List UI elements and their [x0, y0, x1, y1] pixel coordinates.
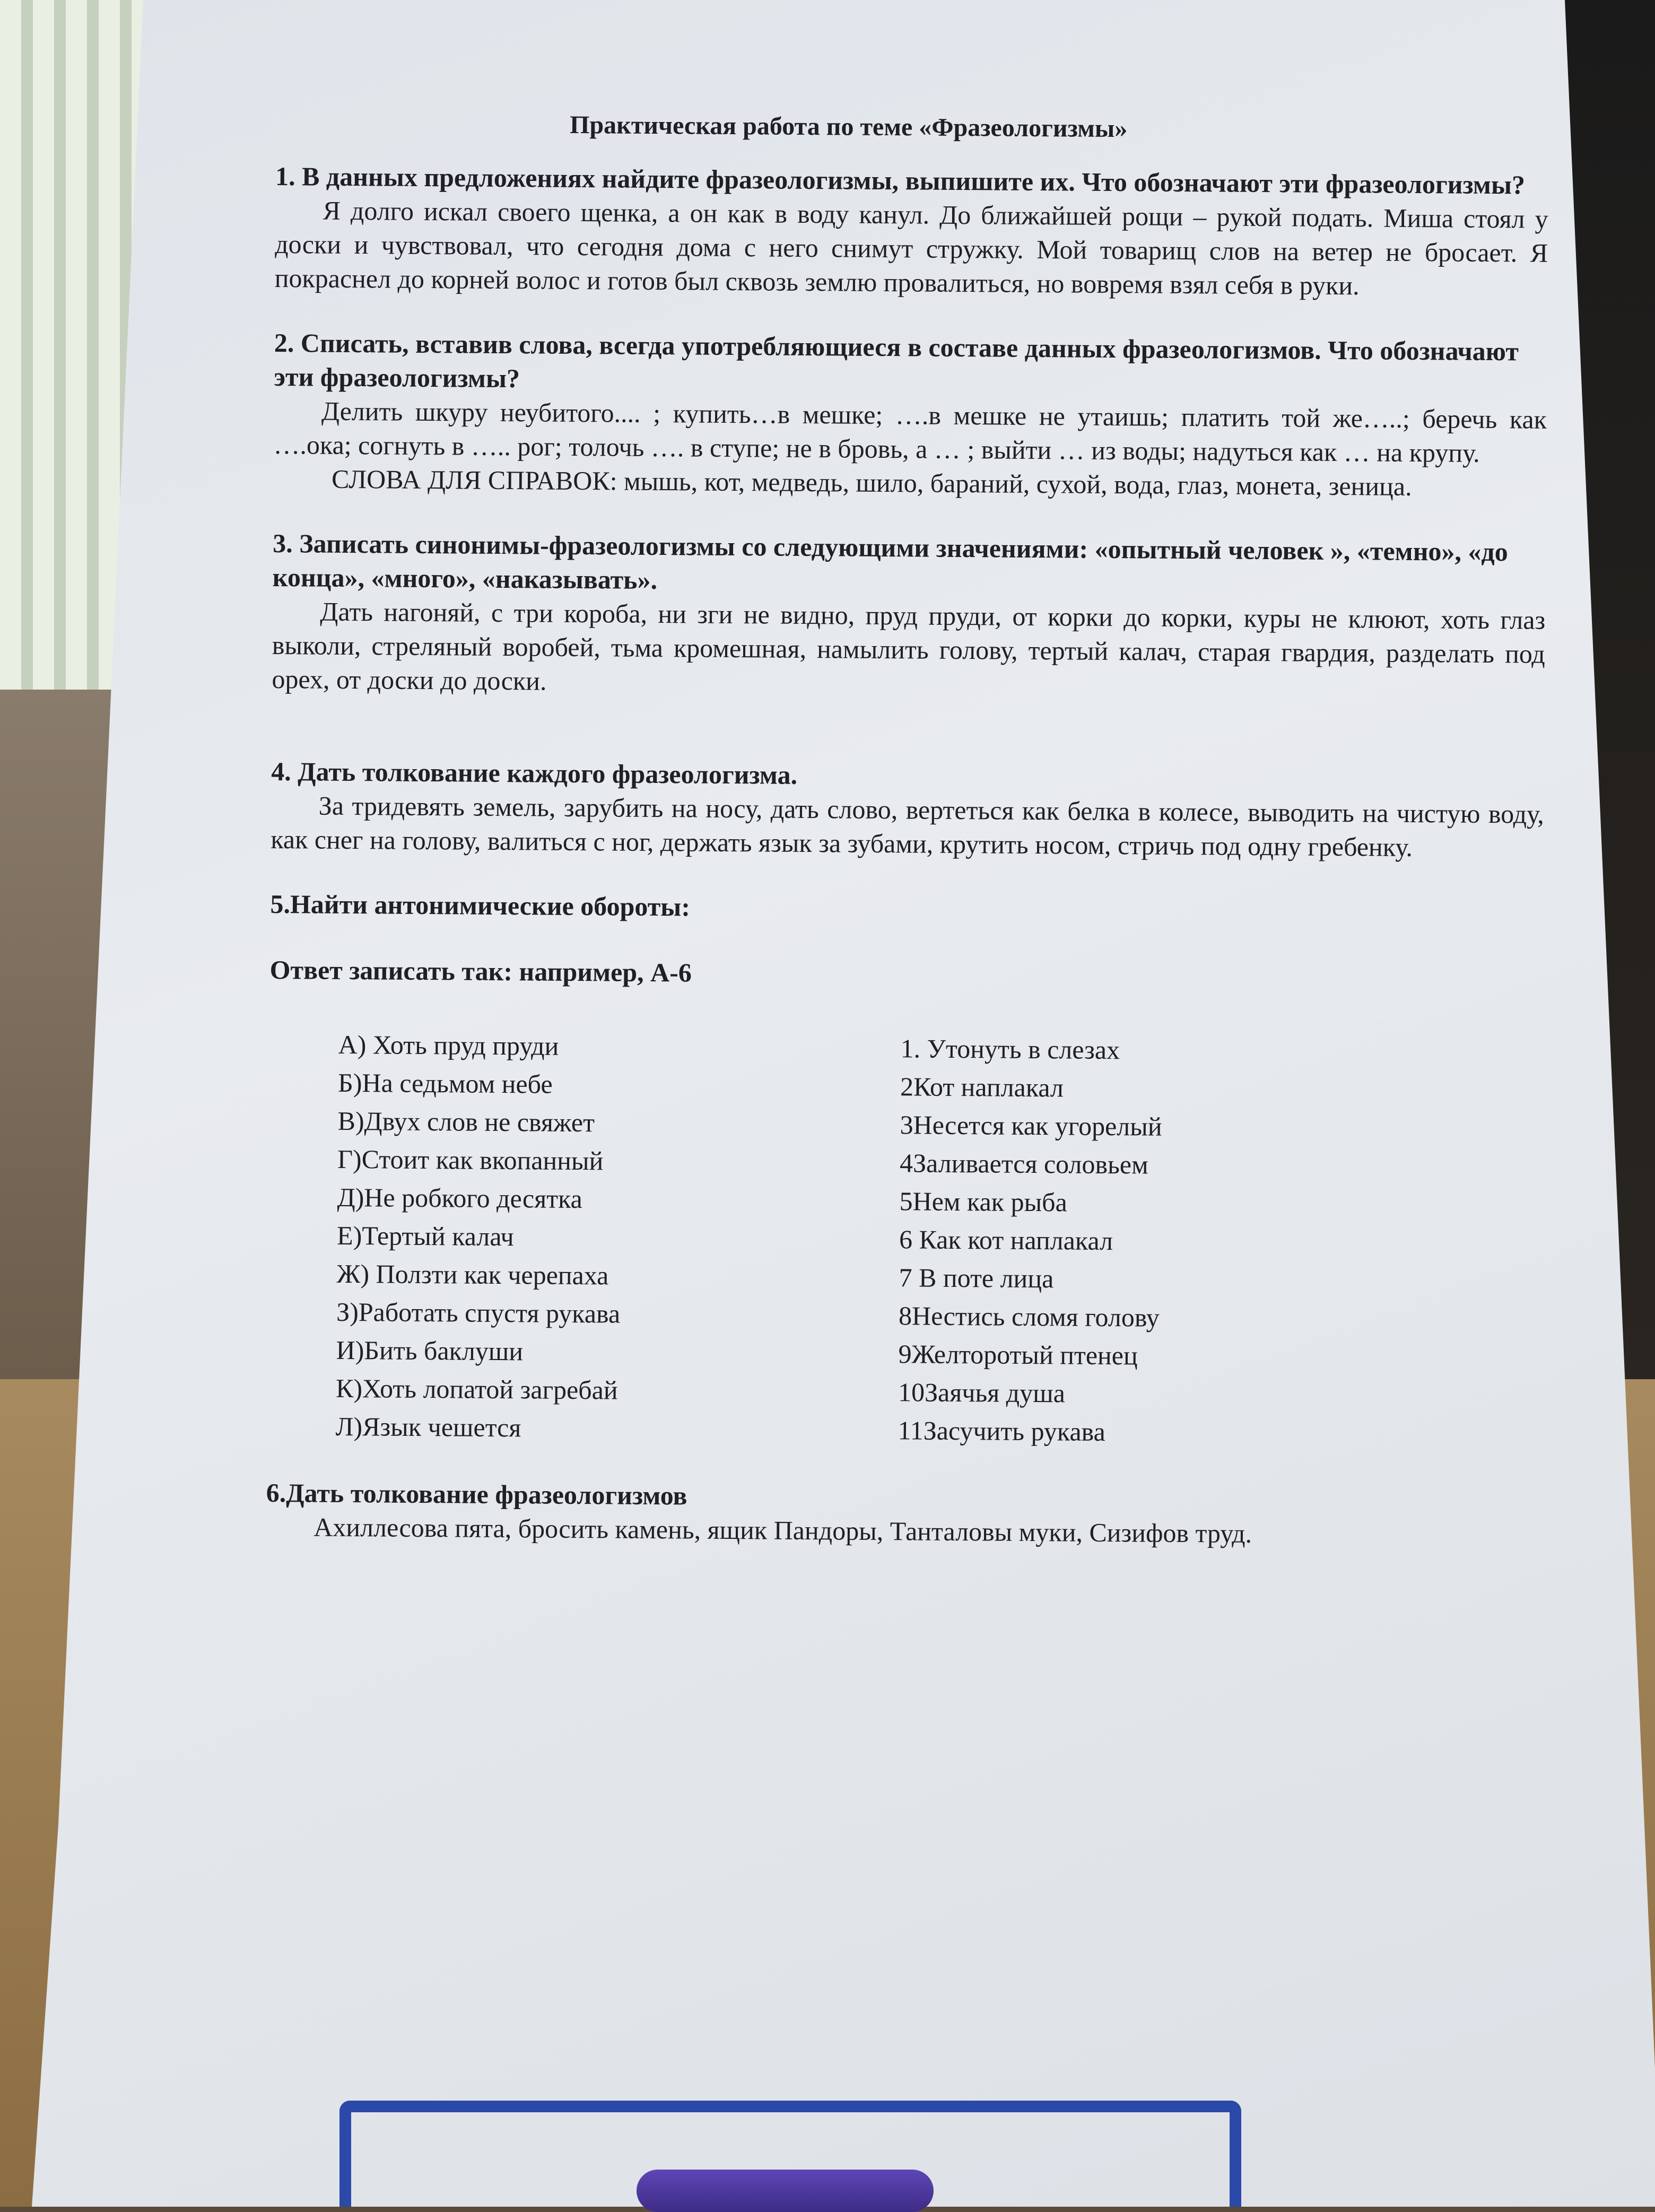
task-3-heading: 3. Записать синонимы-фразеологизмы со следующими значениями: «опытный человек », «темно», «до конца», «много», «наказывать».: [272, 528, 1509, 595]
document-content: [266, 106, 1549, 1583]
task-6-heading: 6.Дать толкование фразеологизмов: [266, 1477, 687, 1511]
list-item: 7 В поте лица: [899, 1262, 1054, 1294]
list-item: 3Несется как угорелый: [900, 1110, 1162, 1142]
list-item: Л)Язык чешется: [335, 1411, 521, 1443]
list-item: 5Нем как рыба: [899, 1186, 1067, 1217]
list-item: 9Желторотый птенец: [898, 1339, 1138, 1371]
task-5-answer-format: Ответ записать так: например, А-6: [269, 954, 692, 988]
list-item: В)Двух слов не свяжет: [337, 1105, 595, 1138]
task-4: [271, 754, 1544, 865]
task-6-body: Ахиллесова пята, бросить камень, ящик Пандоры, Танталовы муки, Сизифов труд.: [313, 1512, 1252, 1548]
task-3-body: Дать нагоняй, с три короба, ни зги не видно, пруд пруди, от корки до корки, куры не клюют, хоть глаз выколи, стреляный воробей, тьма кромешная, намылить голову, тертый калач, старая гвардия, разделать под орех, от доски до доски.: [272, 596, 1546, 696]
list-item: 6 Как кот наплакал: [899, 1224, 1113, 1256]
task-2-heading: 2. Списать, вставив слова, всегда употребляющиеся в составе данных фразеологизмов. Что обозначают эти фразеологизмы?: [274, 327, 1519, 394]
pen-object: [637, 2170, 934, 2212]
list-item: Е)Тертый калач: [336, 1220, 514, 1252]
task-2-reference-words: СЛОВА ДЛЯ СПРАВОК: мышь, кот, медведь, шило, бараний, сухой, вода, глаз, монета, зеница.: [331, 464, 1412, 501]
list-item: З)Работать спустя рукава: [336, 1296, 621, 1329]
list-item: 4Заливается соловьем: [899, 1148, 1148, 1180]
list-item: Г)Стоит как вкопанный: [337, 1144, 604, 1176]
document-title: Практическая работа по теме «Фразеологизмы»: [569, 110, 1128, 143]
list-item: 10Заячья душа: [898, 1377, 1066, 1408]
task-1-heading: 1. В данных предложениях найдите фразеологизмы, выпишите их. Что обозначают эти фразеологизмы?: [275, 161, 1526, 200]
task-4-heading: 4. Дать толкование каждого фразеологизма.: [271, 756, 798, 790]
list-item: 1. Утонуть в слезах: [900, 1033, 1120, 1065]
task-1-body: Я долго искал своего щенка, а он как в воду канул. До ближайшей рощи – рукой подать. Миша стоял у доски и чувствовал, что сегодня дома с него снимут стружку. Мой товарищ слов на ветер не бросает. Я покраснел до корней волос и готов был сквозь землю провалиться, но вовремя взял себя в руки.: [274, 195, 1548, 301]
task-5: [266, 887, 1543, 1454]
list-item: 2Кот наплакал: [900, 1072, 1064, 1103]
antonym-left-list: [335, 1025, 901, 1449]
antonym-pairs: [335, 1025, 1542, 1454]
task-5-heading: 5.Найти антонимические обороты:: [270, 889, 691, 922]
list-item: Д)Не робкого десятка: [337, 1182, 582, 1214]
antonym-right-list: [898, 1029, 1325, 1452]
list-item: 11Засучить рукава: [898, 1415, 1105, 1447]
task-2-body: Делить шкуру неубитого.... ; купить…в мешке; ….в мешке не утаишь; платить той же…..; беречь как ….ока; согнуть в ….. рог; толочь …. в ступе; не в бровь, а … ; выйти … из воды; надуться как … на крупу.: [273, 396, 1547, 468]
task-6: [266, 1476, 1539, 1553]
list-item: К)Хоть лопатой загребай: [335, 1373, 618, 1405]
task-1: [275, 159, 1549, 304]
task-2: [273, 326, 1547, 504]
list-item: И)Бить баклуши: [336, 1335, 524, 1366]
list-item: 8Нестись сломя голову: [898, 1301, 1160, 1333]
list-item: Ж) Ползти как черепаха: [336, 1258, 609, 1291]
list-item: Б)На седьмом небе: [337, 1067, 553, 1099]
list-item: А) Хоть пруд пруди: [338, 1029, 559, 1061]
task-4-body: За тридевять земель, зарубить на носу, дать слово, вертеться как белка в колесе, выводить на чистую воду, как снег на голову, валиться с ног, держать язык за зубами, крутить носом, стричь под одну гребенку.: [271, 790, 1544, 862]
task-3: [272, 526, 1546, 705]
